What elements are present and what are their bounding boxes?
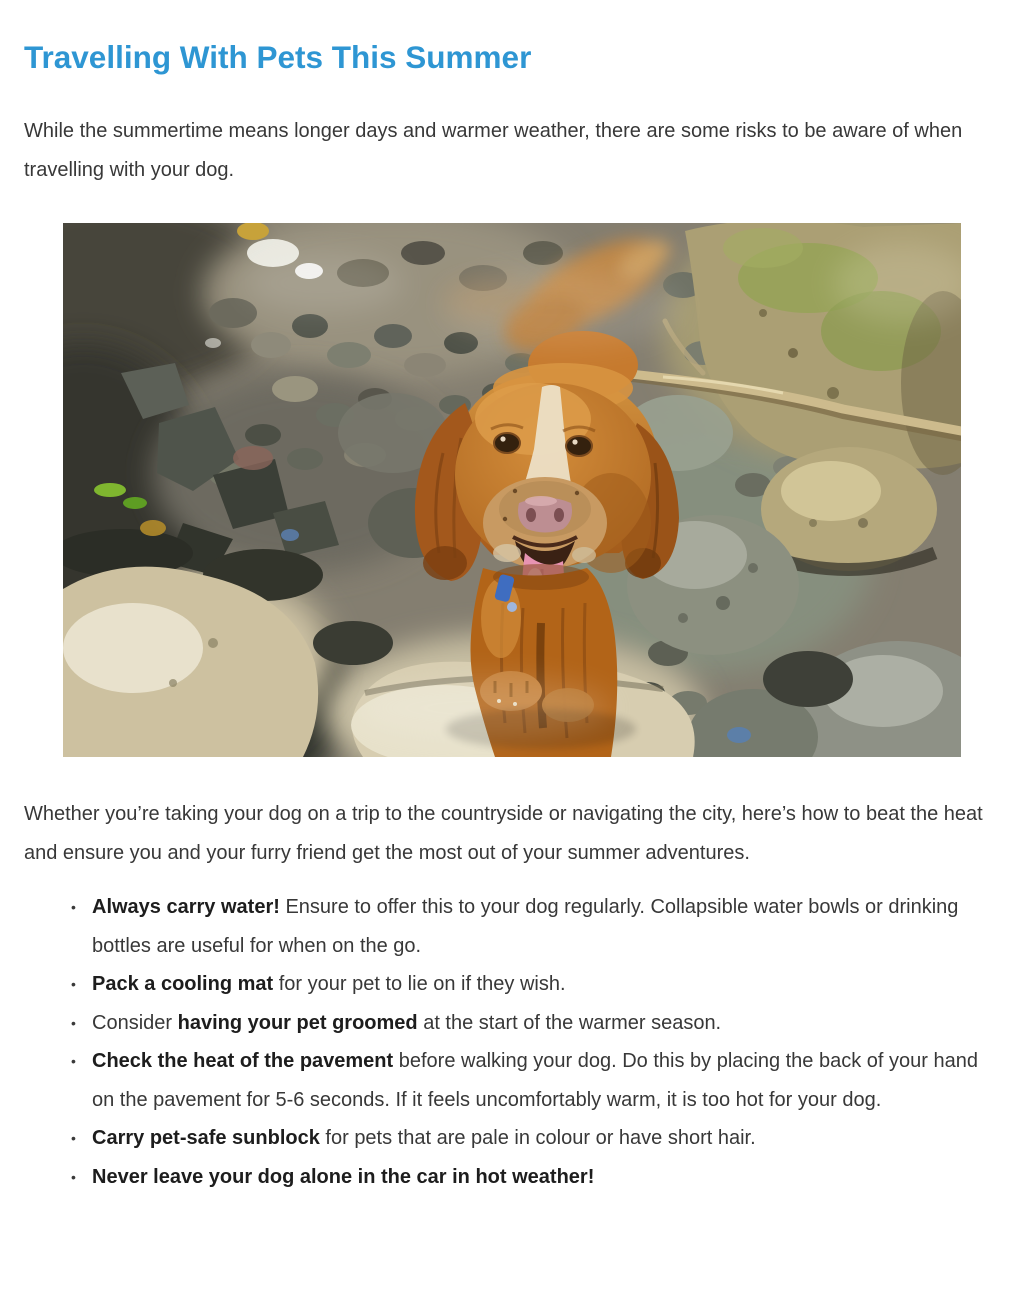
tip-text-rest: for pets that are pale in colour or have short hair. xyxy=(319,1127,756,1149)
tip-bold-text: Pack a cooling mat xyxy=(92,973,274,995)
list-item xyxy=(92,1042,1000,1119)
body-paragraph: Whether you’re taking your dog on a trip to the countryside or navigating the city, here’s how to beat the heat and ensure you and your furry friend get the most out of your summer adventures. xyxy=(24,803,983,864)
tip-bold-text: Always carry water! xyxy=(92,896,280,918)
tip-bold-text: Check the heat of the pavement xyxy=(92,1050,394,1072)
intro-paragraph: While the summertime means longer days and warmer weather, there are some risks to be aware of when travelling with your dog. xyxy=(24,120,963,181)
tip-text-pre: Consider xyxy=(92,1011,178,1034)
list-item xyxy=(92,1004,1000,1043)
tip-text-rest: Ensure to offer this to your dog regularly. Collapsible water bowls or drinking bottles are useful for when on the go. xyxy=(92,896,959,957)
page-title: Travelling With Pets This Summer xyxy=(24,39,532,75)
article-photo xyxy=(63,223,961,757)
list-item xyxy=(92,1119,1000,1158)
list-item xyxy=(92,888,1000,965)
tip-bold-text: Carry pet-safe sunblock xyxy=(92,1127,320,1149)
tip-bold-text: having your pet groomed xyxy=(177,1011,418,1034)
list-item xyxy=(92,1158,1000,1197)
tip-text-rest: before walking your dog. Do this by placing the back of your hand on the pavement for 5-6 seconds. If it feels uncomfortably warm, it is too hot for your dog. xyxy=(92,1050,978,1111)
article xyxy=(24,38,1000,1196)
tip-bold-text: Never leave your dog alone in the car in hot weather! xyxy=(92,1165,595,1188)
tips-list xyxy=(24,888,1000,1196)
dog-photo-illustration xyxy=(63,223,961,757)
tip-text-rest: for your pet to lie on if they wish. xyxy=(273,973,566,995)
tip-text-rest: at the start of the warmer season. xyxy=(417,1011,722,1034)
list-item xyxy=(92,965,1000,1004)
